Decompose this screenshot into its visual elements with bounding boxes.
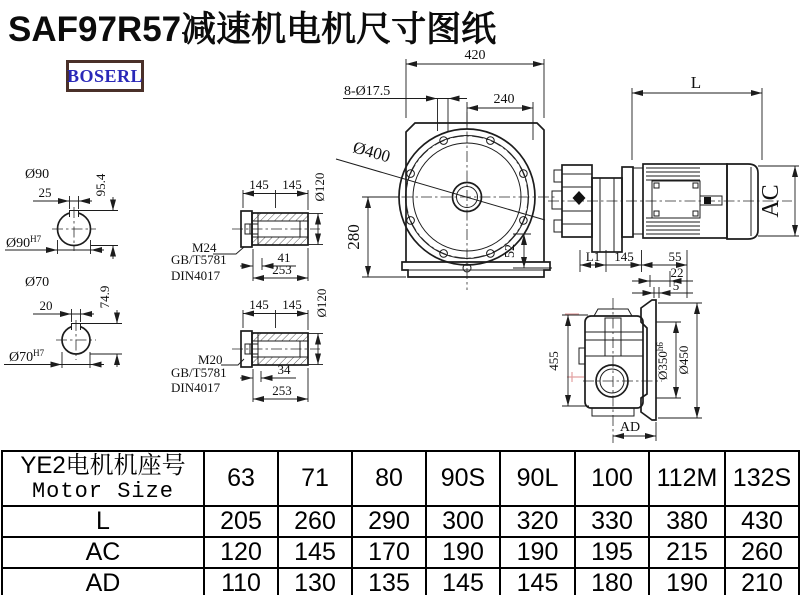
- dim-motor-diameter: AC: [758, 184, 784, 218]
- hollow-shaft-top-dims: [171, 173, 327, 283]
- dim-55: 55: [668, 249, 682, 264]
- table-header-row: [2, 451, 799, 506]
- col-header: 71: [278, 451, 352, 506]
- dim-foot-offset: 52: [503, 244, 518, 258]
- row-label: L: [2, 506, 204, 537]
- section-marker-icon: [573, 191, 586, 205]
- dim-145: 145: [614, 249, 634, 264]
- dim-total-bottom: 253: [272, 383, 292, 398]
- standard2-label-bottom: DIN4017: [171, 380, 221, 395]
- dim-sleeve-dia-bottom: Ø120: [314, 288, 329, 318]
- dim-key-height-bottom: 74.9: [97, 285, 112, 309]
- dim-center-to-face: 240: [493, 92, 515, 107]
- col-header: 63: [204, 451, 278, 506]
- dim-spigot-diameter: $Ø350^{h6}$: [655, 342, 670, 380]
- cell: 260: [725, 537, 799, 568]
- cell: 120: [204, 537, 278, 568]
- cell: 170: [352, 537, 426, 568]
- dim-key-width-bottom: 20: [39, 298, 53, 313]
- cell: 130: [278, 568, 352, 595]
- col-header: 80: [352, 451, 426, 506]
- bore-section-top: [5, 167, 118, 259]
- header-cn: YE2电机机座号: [20, 452, 186, 479]
- dim-flange-diameter: Ø400: [350, 137, 393, 167]
- dim-145d: 145: [282, 297, 302, 312]
- dim-total-top: 253: [272, 262, 292, 277]
- shaft-key-mark: [704, 197, 711, 204]
- cell: 320: [500, 506, 575, 537]
- cell: 430: [725, 506, 799, 537]
- cell: 195: [575, 537, 649, 568]
- cell: 180: [575, 568, 649, 595]
- hollow-shaft-top: [171, 173, 327, 283]
- table-row-AD: [2, 568, 799, 595]
- dim-145c: 145: [249, 297, 269, 312]
- page-title: SAF97R57减速机电机尺寸图纸: [8, 10, 497, 49]
- dim-bore-fit-top: $Ø90^{H7}$: [6, 234, 42, 251]
- col-header: 90S: [426, 451, 500, 506]
- col-header: 132S: [725, 451, 799, 506]
- dim-key-width-top: 25: [38, 185, 52, 200]
- cell: 190: [500, 537, 575, 568]
- dim-bore-dia-bottom: Ø70: [25, 275, 50, 290]
- table-row-AC: [2, 537, 799, 568]
- cell: 215: [649, 537, 725, 568]
- flange-chain-dimensions: [580, 249, 693, 298]
- standard-label-bottom: GB/T5781: [171, 365, 227, 380]
- thread-label-top: M24: [192, 240, 217, 255]
- table-row-L: [2, 506, 799, 537]
- dim-key-height-top: 95.4: [93, 173, 108, 197]
- cell: 110: [204, 568, 278, 595]
- col-header: 90L: [500, 451, 575, 506]
- dim-5: 5: [672, 278, 680, 293]
- cell: 145: [278, 537, 352, 568]
- motor-side-view: [548, 164, 792, 252]
- dim-145b: 145: [282, 177, 302, 192]
- dim-l1: L1: [585, 249, 601, 264]
- cell: 210: [725, 568, 799, 595]
- dim-housing-width: 420: [464, 48, 486, 63]
- dim-bolt-len-top: 41: [277, 250, 291, 265]
- cell: 300: [426, 506, 500, 537]
- cell: 190: [649, 568, 725, 595]
- dim-bolt-len-bottom: 34: [277, 362, 291, 377]
- cell: 260: [278, 506, 352, 537]
- dim-455: 455: [546, 351, 561, 371]
- thread-label-bottom: M20: [198, 352, 223, 367]
- dim-bolt-holes: 8-Ø17.5: [344, 84, 391, 99]
- motor-dimensions: [632, 73, 799, 236]
- front-view: [336, 112, 556, 290]
- header-en: Motor Size: [31, 479, 175, 504]
- dim-center-height: 280: [344, 224, 363, 250]
- row-label: AD: [2, 568, 204, 595]
- cell: 135: [352, 568, 426, 595]
- dim-motor-length: L: [690, 73, 702, 92]
- standard2-label-top: DIN4017: [171, 268, 221, 283]
- dim-145a: 145: [249, 177, 269, 192]
- dim-ad: AD: [619, 420, 641, 435]
- bore-section-bottom: [4, 275, 122, 368]
- dim-22: 22: [670, 265, 684, 280]
- cell: 205: [204, 506, 278, 537]
- flange-view: [565, 298, 662, 443]
- cell: 330: [575, 506, 649, 537]
- cell: 380: [649, 506, 725, 537]
- table-header-motor-size: [2, 451, 204, 506]
- dim-bore-dia-top: Ø90: [25, 167, 50, 182]
- cell: 145: [426, 568, 500, 595]
- hollow-shaft-bottom: [171, 289, 329, 402]
- cell: 145: [500, 568, 575, 595]
- brand-logo-text: BOSERL: [66, 65, 144, 86]
- standard-label-top: GB/T5781: [171, 252, 227, 267]
- col-header: 100: [575, 451, 649, 506]
- motor-size-table: [1, 450, 800, 595]
- cell: 290: [352, 506, 426, 537]
- dim-bore-fit-bottom: $Ø70^{H7}$: [9, 348, 45, 365]
- cell: 190: [426, 537, 500, 568]
- dim-flange-od: Ø450: [676, 345, 691, 375]
- dim-sleeve-dia-top: Ø120: [312, 172, 327, 202]
- row-label: AC: [2, 537, 204, 568]
- col-header: 112M: [649, 451, 725, 506]
- flange-view-dimensions: [546, 303, 702, 441]
- front-view-dimensions: [343, 48, 552, 277]
